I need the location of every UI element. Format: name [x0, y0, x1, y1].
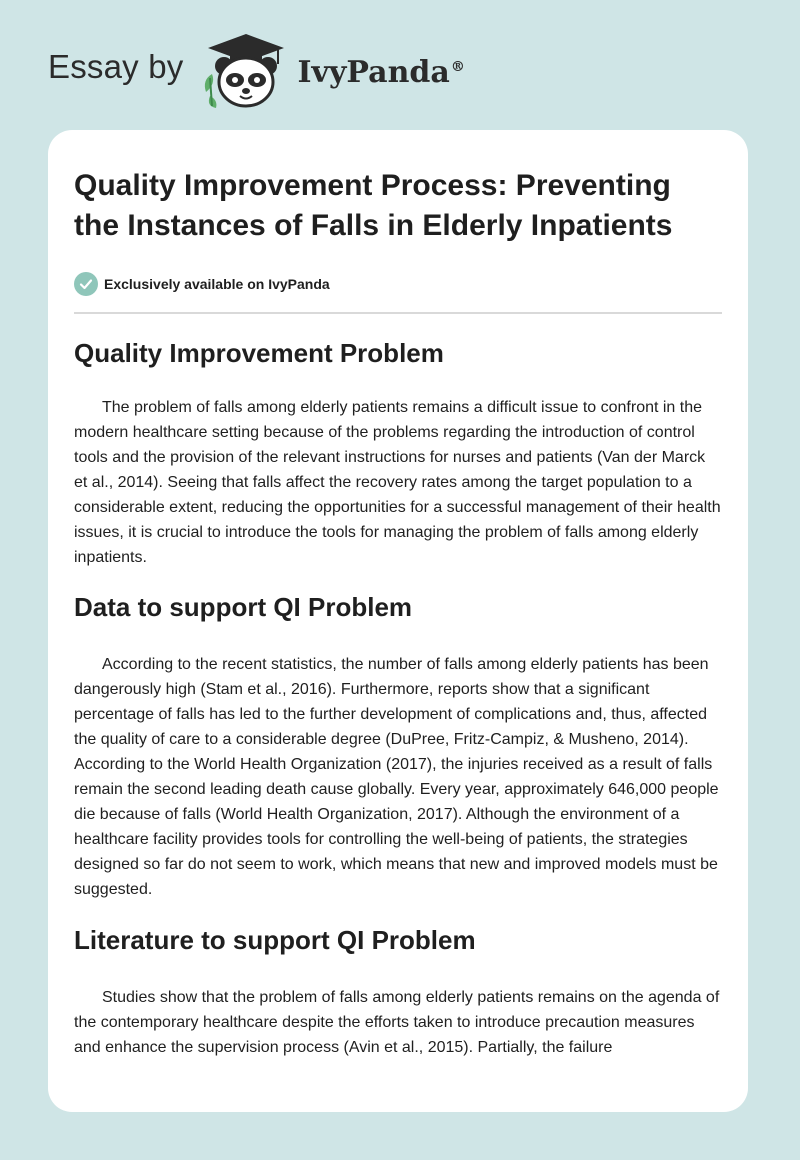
- brand-text: IvyPanda: [297, 54, 450, 90]
- section-heading: Quality Improvement Problem: [74, 338, 444, 368]
- site-header: [48, 30, 465, 110]
- exclusive-badge: [74, 272, 722, 296]
- page-title: Quality Improvement Process: Preventing the Instances of Falls in Elderly Inpatients: [74, 169, 673, 242]
- panda-logo-icon[interactable]: [200, 30, 292, 110]
- essay-by-label: Essay by: [48, 48, 184, 85]
- section-heading: Data to support QI Problem: [74, 592, 413, 622]
- section-paragraph: According to the recent statistics, the number of falls among elderly patients has been dangerously high (Stam et al., 2016). Furthermore, reports show that a significant percentage of falls has led to the further development of complications and, thus, affected the quality of care to a considerable degree (DuPree, Fritz-Campiz, & Musheno, 2014). According to the World Health Organization (2017), the injuries received as a result of falls remain the second leading death cause globally. Every year, approximately 646,000 people die because of falls (World Health Organization, 2017). Although the environment of a healthcare facility provides tools for controlling the well-being of patients, the strategies designed so far do not seem to work, which means that new and improved models must be suggested.: [74, 656, 719, 898]
- section-heading: Literature to support QI Problem: [74, 925, 476, 955]
- section-paragraph: The problem of falls among elderly patients remains a difficult issue to confront in the modern healthcare setting because of the problems regarding the introduction of control tools and the provision of the relevant instructions for nurses and patients (Van der Marck et al., 2014). Seeing that falls affect the recovery rates among the target population to a considerable extent, reducing the opportunities for a successful management of their health issues, it is crucial to introduce the tools for managing the problem of falls among elderly inpatients.: [74, 399, 721, 566]
- divider: [74, 312, 722, 314]
- exclusive-label: Exclusively available on IvyPanda: [104, 276, 330, 292]
- check-circle-icon: [74, 272, 98, 296]
- section-paragraph: Studies show that the problem of falls among elderly patients remains on the agenda of the contemporary healthcare despite the efforts taken to introduce precaution measures and enhance the supervision process (Avin et al., 2015). Partially, the failure: [74, 989, 720, 1056]
- essay-card: [48, 130, 748, 1112]
- brand-name[interactable]: [298, 55, 465, 90]
- registered-mark: ®: [450, 58, 465, 75]
